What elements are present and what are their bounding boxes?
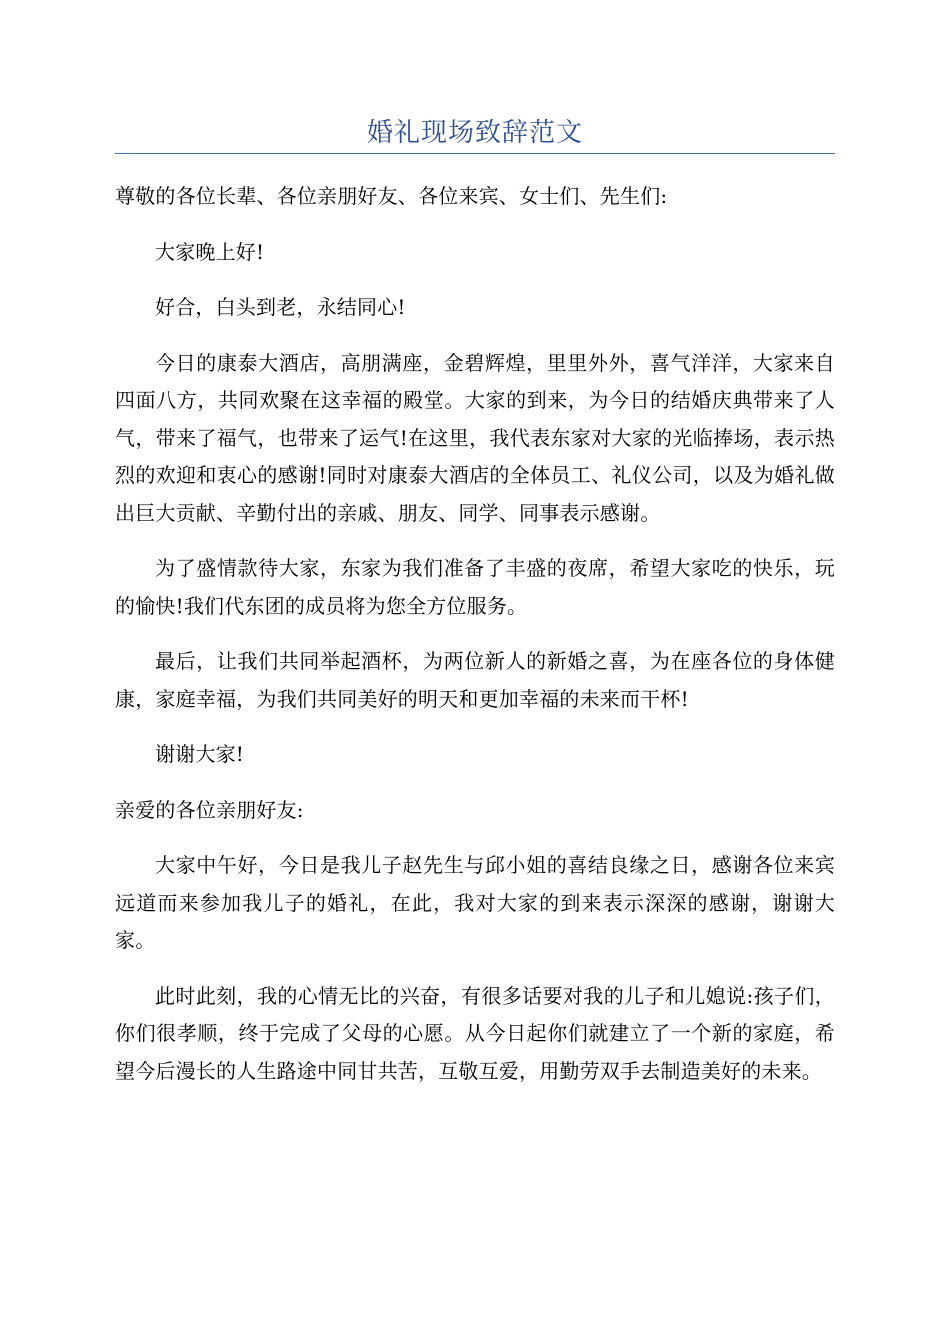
welcome-paragraph: 今日的康泰大酒店，高朋满座，金碧辉煌，里里外外，喜气洋洋，大家来自四面八方，共同欢聚在这幸福的殿堂。大家的到来，为今日的结婚庆典带来了人气，带来了福气，也带来了运气!在这里，我代表东家对大家的光临捧场，表示热烈的欢迎和衷心的感谢!同时对康泰大酒店的全体员工、礼仪公司，以及为婚礼做出巨大贡献、辛勤付出的亲戚、朋友、同学、同事表示感谢。 [115,350,835,525]
thanks-paragraph: 谢谢大家! [155,742,245,766]
second-salutation-paragraph: 亲爱的各位亲朋好友: [115,797,304,822]
document-title: 婚礼现场致辞范文 [366,118,583,148]
parent-greeting-paragraph: 大家中午好，今日是我儿子赵先生与邱小姐的喜结良缘之日，感谢各位来宾远道而来参加我儿子的婚礼，在此，我对大家的到来表示深深的感谢，谢谢大家。 [115,853,835,952]
parent-wishes-paragraph: 此时此刻，我的心情无比的兴奋，有很多话要对我的儿子和儿媳说:孩子们，你们很孝顺，终于完成了父母的心愿。从今日起你们就建立了一个新的家庭，希望今后漫长的人生路途中同甘共苦，互敬互爱，用勤劳双手去制造美好的未来。 [115,983,835,1083]
title-underline-divider [115,153,835,154]
salutation-paragraph: 尊敬的各位长辈、各位亲朋好友、各位来宾、女士们、先生们: [115,184,668,208]
greeting-paragraph: 大家晚上好! [155,239,265,264]
banquet-paragraph: 为了盛情款待大家，东家为我们准备了丰盛的夜席，希望大家吃的快乐，玩的愉快!我们代东团的成员将为您全方位服务。 [115,556,835,618]
blessing-paragraph: 好合，白头到老，永结同心! [155,295,406,319]
toast-paragraph: 最后，让我们共同举起酒杯，为两位新人的新婚之喜，为在座各位的身体健康，家庭幸福，为我们共同美好的明天和更加幸福的未来而干杯! [115,649,835,711]
document-body [115,178,835,1108]
